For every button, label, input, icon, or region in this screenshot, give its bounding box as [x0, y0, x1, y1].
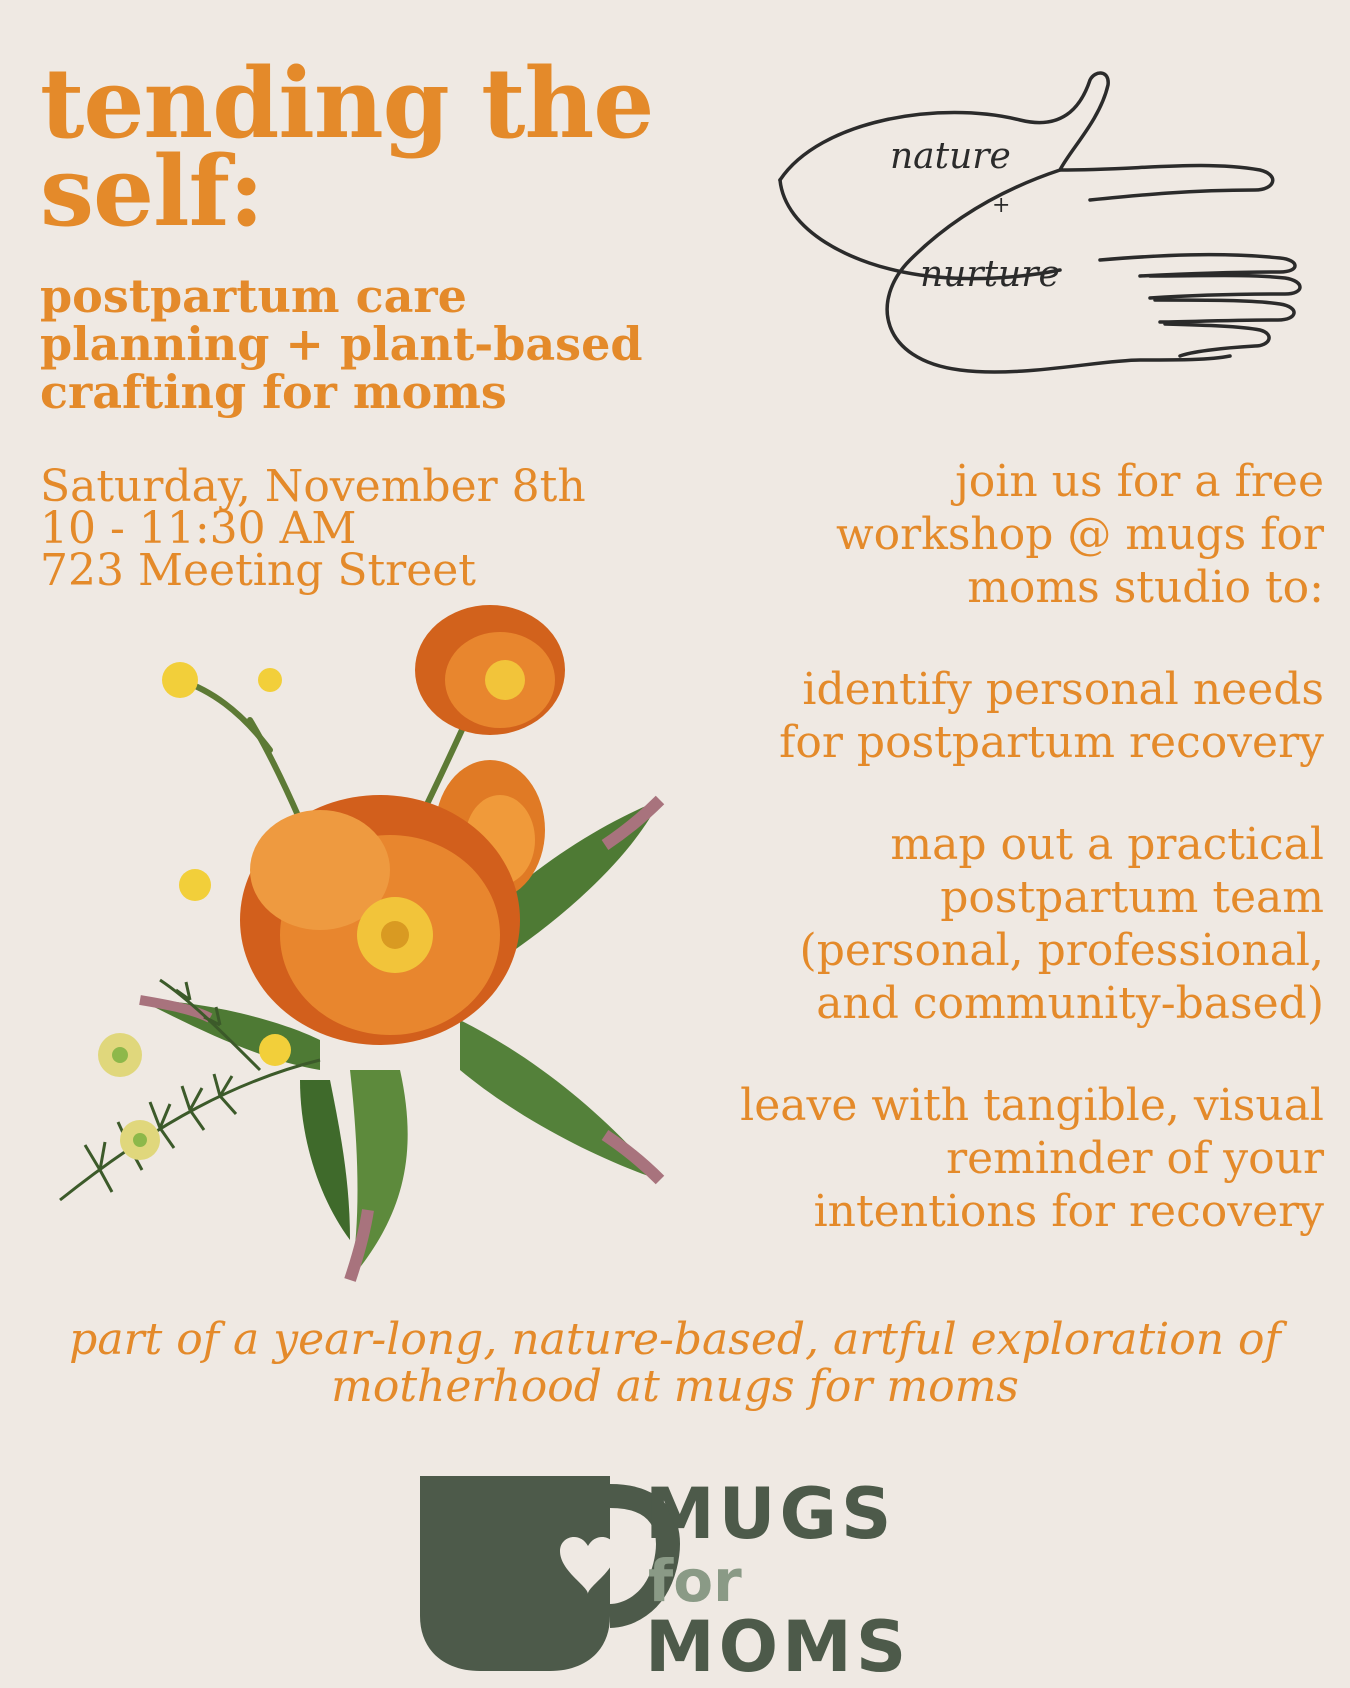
nature-logo-word: nature: [890, 136, 1011, 177]
mugs-for-moms-logo: [410, 1466, 950, 1681]
event-details: [40, 461, 586, 596]
goal-line: map out a practical: [890, 819, 1324, 870]
event-subtitle-line: planning + plant-based: [40, 317, 643, 371]
event-subtitle-line: postpartum care: [40, 269, 467, 323]
mugs-logo-word: for: [648, 1547, 742, 1615]
goal-line: leave with tangible, visual: [740, 1080, 1324, 1131]
event-title-line: tending the: [40, 47, 654, 160]
intro-line: workshop @ mugs for: [836, 509, 1324, 560]
series-note-line: motherhood at mugs for moms: [331, 1361, 1019, 1412]
goal-paragraph: [704, 1079, 1324, 1238]
goal-paragraph: [704, 818, 1324, 1030]
intro-paragraph: [704, 455, 1324, 614]
event-time: 10 - 11:30 AM: [40, 503, 357, 554]
goal-line: identify personal needs: [802, 664, 1324, 715]
intro-line: moms studio to:: [967, 562, 1324, 613]
goal-paragraph: [704, 663, 1324, 769]
goal-line: reminder of your: [946, 1133, 1324, 1184]
event-date: Saturday, November 8th: [40, 461, 586, 512]
goal-line: (personal, professional,: [799, 925, 1324, 976]
workshop-description: [704, 455, 1324, 1287]
mugs-logo-word: MUGS: [645, 1473, 896, 1555]
mugs-logo-word: MOMS: [645, 1606, 911, 1681]
event-title-line: self:: [40, 135, 264, 248]
intro-line: join us for a free: [955, 456, 1324, 507]
event-subtitle: [40, 269, 643, 419]
event-title: [40, 47, 654, 248]
goal-line: intentions for recovery: [813, 1186, 1324, 1237]
goal-line: postpartum team: [940, 872, 1324, 923]
hand-outline-icon: [760, 60, 1320, 380]
series-note-line: part of a year-long, nature-based, artful exploration of: [69, 1314, 1281, 1365]
mug-heart-icon: [420, 1476, 668, 1671]
poppy-bouquet-illustration: [20, 600, 720, 1290]
series-note: [0, 1316, 1350, 1410]
nature-logo-word: nurture: [920, 254, 1060, 295]
goal-line: and community-based): [816, 978, 1324, 1029]
goal-line: for postpartum recovery: [779, 717, 1324, 768]
event-location: 723 Meeting Street: [40, 545, 476, 596]
nature-logo-plus: +: [992, 193, 1011, 218]
event-subtitle-line: crafting for moms: [40, 365, 507, 419]
